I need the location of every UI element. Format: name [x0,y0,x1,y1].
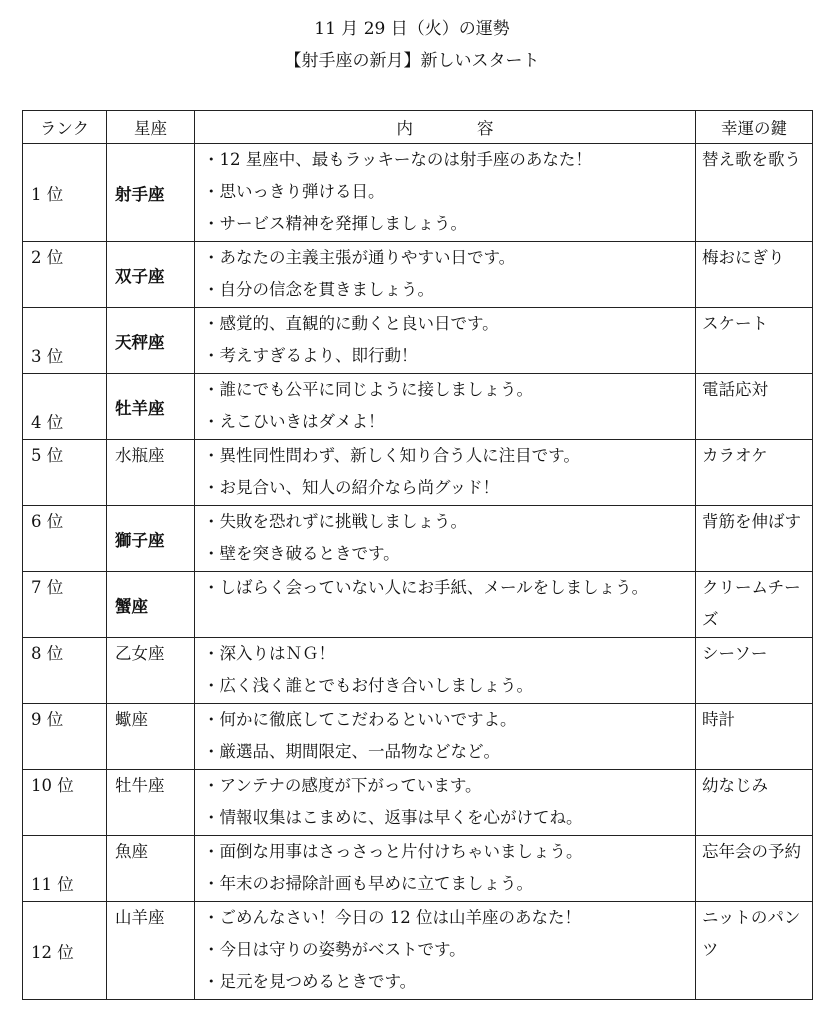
sign-text: 牡羊座 [115,398,165,418]
rank-cell [23,704,107,770]
content-line: ・面倒な用事はさっさっと片付けちゃいましょう。 [203,842,583,861]
rank-text: 12 位 [31,942,74,962]
key-cell [696,638,813,704]
sign-text: 獅子座 [115,530,165,550]
content-line: ・12 星座中、最もラッキーなのは射手座のあなた！ [203,150,592,169]
content-line: ・広く浅く誰とでもお付き合いしましょう。 [203,676,533,695]
date-heading: 11 月 29 日（火）の運勢 [314,19,510,39]
rank-text: 3 位 [31,347,64,366]
content-line: ・アンテナの感度が下がっています。 [203,776,482,795]
sign-cell [107,638,195,704]
key-text: 背筋を伸ばす [702,512,801,531]
key-text: クリームチーズ [702,578,801,629]
sign-cell [107,902,195,1000]
sign-cell [107,506,195,572]
table-row [23,638,813,704]
rank-cell [23,308,107,374]
key-text: 幼なじみ [702,776,768,795]
key-cell [696,902,813,1000]
key-cell [696,308,813,374]
rank-cell [23,506,107,572]
content-line: ・何かに徹底してこだわるといいですよ。 [203,710,517,729]
content-cell [195,638,696,704]
header-content-part1: 内 [396,119,413,138]
rank-cell [23,242,107,308]
header-key: 幸運の鍵 [696,111,813,144]
content-line: ・しばらく会っていない人にお手紙、メールをしましょう。 [203,578,649,597]
rank-text: 9 位 [31,710,64,729]
content-cell [195,572,696,638]
key-cell [696,770,813,836]
rank-cell [23,902,107,1000]
content-line: ・感覚的、直観的に動くと良い日です。 [203,314,499,333]
content-line: ・考えすぎるより、即行動！ [203,346,418,365]
sign-cell [107,440,195,506]
sign-cell [107,770,195,836]
content-cell [195,902,696,1000]
table-row [23,902,813,1000]
content-cell [195,242,696,308]
content-cell [195,374,696,440]
table-row [23,440,813,506]
content-cell [195,144,696,242]
table-row [23,374,813,440]
content-cell [195,308,696,374]
sign-text: 乙女座 [115,644,165,663]
content-line: ・誰にでも公平に同じように接しましょう。 [203,380,533,399]
rank-cell [23,374,107,440]
content-line: ・年末のお掃除計画も早めに立てましょう。 [203,874,533,893]
rank-cell [23,770,107,836]
key-cell [696,506,813,572]
sign-cell [107,242,195,308]
rank-cell [23,144,107,242]
subtitle-heading: 【射手座の新月】新しいスタート [284,51,540,71]
content-line: ・えこひいきはダメよ！ [203,412,385,431]
content-line: ・足元を見つめるときです。 [203,972,417,991]
key-cell [696,144,813,242]
content-cell [195,704,696,770]
content-line: ・厳選品、期間限定、一品物などなど。 [203,742,500,761]
key-text: 忘年会の予約 [702,842,801,861]
key-text: 梅おにぎり [702,248,785,267]
header-sign: 星座 [107,111,195,144]
sign-cell [107,704,195,770]
content-line: ・異性同性問わず、新しく知り合う人に注目です。 [203,446,580,465]
content-line: ・今日は守りの姿勢がベストです。 [203,940,466,959]
sign-cell [107,374,195,440]
sign-cell [107,144,195,242]
sign-text: 射手座 [115,184,165,204]
sign-text: 天秤座 [115,332,165,352]
key-text: 電話応対 [702,380,768,399]
key-text: 替え歌を歌う [702,150,801,169]
content-line: ・思いっきり弾ける日。 [203,182,385,201]
key-cell [696,440,813,506]
rank-text: 2 位 [31,248,64,267]
sign-text: 牡牛座 [115,776,165,795]
table-header-row [23,111,813,144]
content-line: ・情報収集はこまめに、返事は早くを心がけてね。 [203,808,583,827]
content-line: ・失敗を恐れずに挑戦しましょう。 [203,512,467,531]
rank-text: 8 位 [31,644,64,663]
rank-text: 5 位 [31,446,64,465]
key-cell [696,572,813,638]
sign-cell [107,836,195,902]
rank-cell [23,440,107,506]
header-content [195,111,696,144]
sign-text: 双子座 [115,266,165,286]
table-row [23,704,813,770]
content-line: ・壁を突き破るときです。 [203,544,400,563]
sign-cell [107,572,195,638]
content-cell [195,506,696,572]
rank-cell [23,638,107,704]
rank-text: 11 位 [31,875,74,894]
rank-text: 4 位 [31,413,64,432]
content-line: ・あなたの主義主張が通りやすい日です。 [203,248,516,267]
sign-text: 蟹座 [115,596,148,616]
content-cell [195,770,696,836]
key-text: スケート [702,314,768,333]
table-row [23,308,813,374]
content-line: ・ごめんなさい！今日の 12 位は山羊座のあなた！ [203,908,581,927]
content-line: ・サービス精神を発揮しましょう。 [203,214,467,233]
table-row [23,836,813,902]
sign-cell [107,308,195,374]
key-text: シーソー [702,644,768,663]
header-content-part2: 容 [477,119,494,138]
content-cell [195,836,696,902]
sign-text: 蠍座 [115,710,148,729]
content-line: ・深入りはＮＧ！ [203,644,335,663]
table-row [23,144,813,242]
key-cell [696,704,813,770]
table-row [23,506,813,572]
key-text: カラオケ [702,446,768,465]
sign-text: 山羊座 [115,908,165,927]
table-row [23,242,813,308]
fortune-table [22,110,813,1000]
sign-text: 魚座 [115,842,148,861]
rank-text: 7 位 [31,578,64,597]
rank-text: 10 位 [31,776,74,795]
header-rank: ランク [23,111,107,144]
content-line: ・お見合い、知人の紹介なら尚グッド！ [203,478,500,497]
rank-text: 6 位 [31,512,64,531]
key-cell [696,374,813,440]
sign-text: 水瓶座 [115,446,165,465]
key-cell [696,242,813,308]
key-cell [696,836,813,902]
content-cell [195,440,696,506]
key-text: 時計 [702,710,735,729]
rank-cell [23,572,107,638]
rank-cell [23,836,107,902]
key-text: ニットのパンツ [702,908,801,959]
content-line: ・自分の信念を貫きましょう。 [203,280,434,299]
rank-text: 1 位 [31,184,64,204]
table-row [23,770,813,836]
table-row [23,572,813,638]
